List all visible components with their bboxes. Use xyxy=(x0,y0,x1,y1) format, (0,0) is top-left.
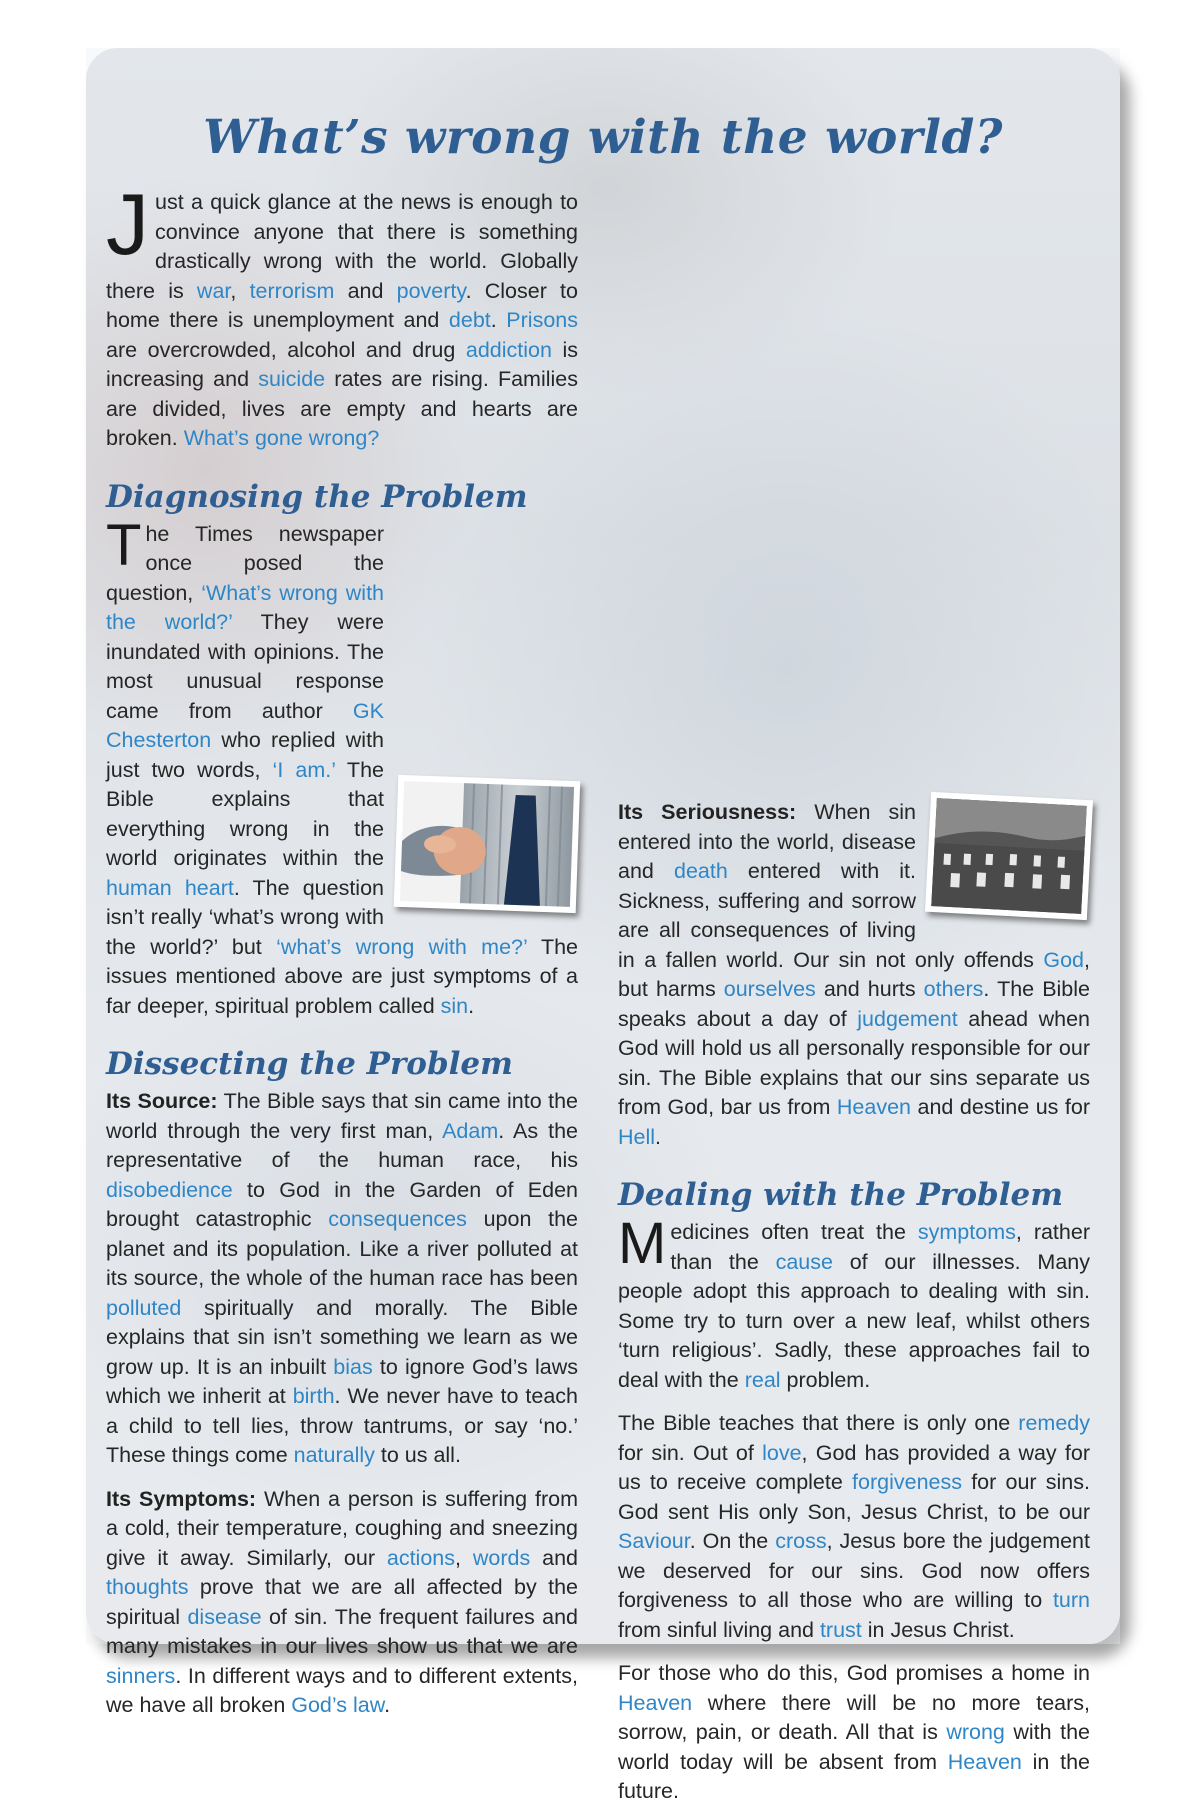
leaflet-page xyxy=(86,48,1120,1803)
intro-dropcap: J xyxy=(106,177,149,273)
text-run: The Bible explains that everything wrong in the world originates within the xyxy=(106,757,384,870)
highlighted-term: addiction xyxy=(465,337,552,362)
highlighted-term: ‘what’s wrong with me?’ xyxy=(276,934,527,959)
text-run: . On the xyxy=(689,1529,776,1553)
text-run: and destine us for xyxy=(911,1095,1090,1119)
intro-paragraph xyxy=(106,177,578,454)
text-run: ust a quick glance at the news is enough to convince anyone that there is something drastically wrong with the world. Globally there is xyxy=(106,190,578,303)
text-run: entered with it. Sickness, suffering and sorrow are all consequences of living in a fallen world. Our sin not only offends xyxy=(618,859,1044,972)
text-run: . xyxy=(490,308,507,332)
highlighted-term: real xyxy=(744,1367,781,1392)
dealing-dropcap: M xyxy=(618,1211,667,1276)
subheading-label: Its Source: xyxy=(106,1089,218,1113)
diagnosing-paragraph xyxy=(106,512,578,1022)
highlighted-term: terrorism xyxy=(249,278,335,303)
text-run: When a person is suffering from a cold, their temperature, coughing and sneezing give it away. Similarly, our xyxy=(106,1486,578,1570)
highlighted-term: What’s gone wrong? xyxy=(183,426,380,450)
text-run: rates are rising. Families are divided, lives are empty and hearts are broken. xyxy=(106,367,578,450)
text-run: with the world today will be absent from xyxy=(618,1720,1090,1774)
subheading-label: Its Seriousness: xyxy=(618,800,797,824)
highlighted-term: Hell xyxy=(618,1124,656,1149)
highlighted-term: polluted xyxy=(106,1295,182,1320)
highlighted-term: turn xyxy=(1052,1588,1090,1612)
text-run: from sinful living and xyxy=(618,1617,820,1642)
highlighted-term: Heaven xyxy=(947,1749,1022,1774)
highlighted-term: ‘I am.’ xyxy=(272,757,336,782)
highlighted-term: naturally xyxy=(293,1443,375,1467)
text-run: who replied with just two words, xyxy=(106,728,384,782)
text-run: and hurts xyxy=(815,977,924,1001)
highlighted-term: disease xyxy=(187,1604,262,1629)
text-run: he Times newspaper once posed the question, xyxy=(106,521,384,605)
highlighted-term: God xyxy=(1043,947,1085,972)
highlighted-term: cause xyxy=(775,1249,833,1274)
highlighted-term: symptoms xyxy=(917,1220,1016,1244)
text-run: of sin. The frequent failures and many mistakes in our lives show us that we are xyxy=(106,1604,578,1658)
highlighted-term: Heaven xyxy=(836,1095,911,1119)
highlighted-term: poverty xyxy=(396,278,466,303)
text-run: ahead when God will hold us all personally responsible for our sin. The Bible explains that our sins separate us from God, bar us from xyxy=(618,1006,1090,1119)
text-run: . xyxy=(384,1693,391,1717)
highlighted-term: trust xyxy=(819,1617,862,1642)
highlighted-term: war xyxy=(196,278,231,303)
text-run: , rather than the xyxy=(670,1220,1090,1274)
text-run: in Jesus Christ. xyxy=(861,1617,1015,1642)
dealing-paragraph-2 xyxy=(618,1409,1090,1645)
text-run: for our sins. God sent His only Son, Jesus Christ, to be our xyxy=(618,1470,1090,1524)
diagnosing-dropcap: T xyxy=(106,512,142,578)
highlighted-term: remedy xyxy=(1018,1411,1090,1435)
text-run: for sin. Out of xyxy=(618,1440,763,1465)
highlighted-term: GK Chesterton xyxy=(106,698,384,752)
text-run: to us all. xyxy=(374,1443,461,1467)
highlighted-term: God’s law xyxy=(291,1693,385,1717)
highlighted-term: judgement xyxy=(857,1006,958,1031)
highlighted-term: ‘What’s wrong with the world?’ xyxy=(106,580,385,634)
page-title: What’s wrong with the world? xyxy=(203,110,1003,165)
text-run: spiritually and morally. The Bible explains that sin isn’t something we learn as we grow up. It is an inbuilt xyxy=(106,1295,578,1379)
gravestones-icon xyxy=(931,798,1086,914)
highlighted-term: consequences xyxy=(328,1207,467,1231)
text-run: The Bible says that sin came into the world through the very first man, xyxy=(106,1089,578,1143)
highlighted-term: thoughts xyxy=(106,1575,189,1599)
text-run: They were inundated with opinions. The most unusual response came from author xyxy=(106,610,384,723)
highlighted-term: wrong xyxy=(946,1720,1005,1744)
text-run: For those who do this, God promises a home in xyxy=(618,1661,1090,1685)
subheading-label: Its Symptoms: xyxy=(106,1486,257,1511)
text-run: to ignore God’s laws which we inherit at xyxy=(106,1354,578,1408)
highlighted-term: Adam xyxy=(442,1118,499,1143)
left-column xyxy=(106,177,579,1721)
text-run: and xyxy=(334,278,397,303)
text-run: The issues mentioned above are just symptoms of a far deeper, spiritual problem called xyxy=(106,934,578,1018)
dealing-paragraph-1 xyxy=(618,1211,1090,1395)
highlighted-term: Heaven xyxy=(618,1690,693,1715)
text-run: . As the representative of the human race, his xyxy=(106,1118,579,1172)
text-run: where there will be no more tears, sorrow, pain, or death. All that is xyxy=(618,1690,1090,1744)
highlighted-term: love xyxy=(762,1440,802,1465)
right-column xyxy=(618,798,1090,1807)
text-run: and xyxy=(530,1545,578,1570)
dealing-paragraph-3 xyxy=(618,1659,1090,1807)
dealing-heading: Dealing with the Problem xyxy=(618,1177,1064,1213)
text-run: , Jesus bore the judgement we deserved for our sins. God now offers forgiveness to all those who are willing to xyxy=(618,1529,1090,1612)
cemetery-photo xyxy=(925,792,1093,920)
diagnosing-heading: Diagnosing the Problem xyxy=(106,478,528,515)
highlighted-term: bias xyxy=(333,1354,373,1379)
text-run: is increasing and xyxy=(106,337,578,391)
symptoms-paragraph xyxy=(106,1485,578,1721)
highlighted-term: sin xyxy=(440,993,469,1018)
text-run: . In different ways and to different extents, we have all broken xyxy=(106,1663,578,1717)
text-run: , but harms xyxy=(618,947,1090,1001)
text-run: edicines often treat the xyxy=(670,1220,918,1244)
text-run: . The question isn’t really ‘what’s wrong with the world?’ but xyxy=(106,875,384,959)
text-run: are overcrowded, alcohol and drug xyxy=(106,337,466,362)
highlighted-term: Prisons xyxy=(506,308,578,332)
pointing-man-photo xyxy=(394,774,580,912)
dissecting-heading: Dissecting the Problem xyxy=(106,1046,513,1082)
text-run: . xyxy=(468,993,475,1018)
highlighted-term: ourselves xyxy=(723,977,816,1001)
text-run: in the future. xyxy=(618,1749,1090,1803)
highlighted-term: forgiveness xyxy=(852,1470,962,1494)
text-run: , xyxy=(455,1545,473,1570)
text-run: of our illnesses. Many people adopt this approach to dealing with sin. Some try to turn over a new leaf, whilst others ‘turn religious’. Sadly, these approaches fail to deal with the xyxy=(618,1249,1090,1392)
highlighted-term: sinners xyxy=(106,1663,176,1688)
highlighted-term: birth xyxy=(292,1384,335,1408)
text-run: When sin entered into the world, disease and xyxy=(618,800,916,883)
text-run: problem. xyxy=(780,1367,871,1392)
text-run: , xyxy=(230,278,250,303)
highlighted-term: Saviour xyxy=(618,1529,690,1553)
highlighted-term: cross xyxy=(775,1529,827,1553)
text-run: . The Bible speaks about a day of xyxy=(618,977,1090,1031)
text-run: prove that we are all affected by the spiritual xyxy=(106,1575,578,1629)
text-run: . Closer to home there is unemployment and xyxy=(106,278,578,332)
text-run: The Bible teaches that there is only one xyxy=(618,1411,1019,1435)
highlighted-term: suicide xyxy=(258,367,326,391)
pointing-finger-icon xyxy=(400,781,574,907)
source-paragraph xyxy=(106,1087,578,1471)
seriousness-paragraph xyxy=(618,798,1090,1152)
highlighted-term: death xyxy=(673,859,728,883)
highlighted-term: disobedience xyxy=(106,1177,233,1202)
highlighted-term: debt xyxy=(448,308,491,332)
text-run: . xyxy=(655,1124,662,1149)
highlighted-term: others xyxy=(923,977,984,1001)
text-run: , God has provided a way for us to receive complete xyxy=(618,1440,1091,1494)
text-run: . We never have to teach a child to tell lies, throw tantrums, or say ‘no.’ These things come xyxy=(106,1384,578,1467)
text-run: to God in the Garden of Eden brought catastrophic xyxy=(106,1177,578,1231)
highlighted-term: human heart xyxy=(106,875,234,900)
highlighted-term: actions xyxy=(386,1545,455,1570)
text-run: upon the planet and its population. Like a river polluted at its source, the whole of the human race has been xyxy=(106,1207,578,1290)
highlighted-term: words xyxy=(472,1545,531,1570)
